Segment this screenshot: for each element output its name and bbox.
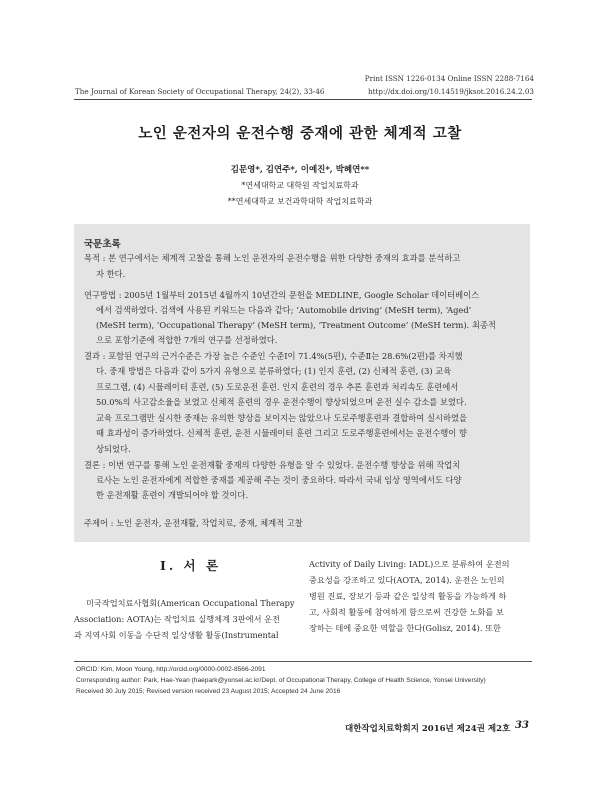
footnote-received: Received 30 July 2015; Revised version received 23 August 2015; Accepted 24 June 2016: [76, 688, 341, 695]
abstract-line: 료사는 노인 운전자에게 적합한 중재를 제공해 주는 것이 중요하다. 따라서 국내 임상 영역에서도 다양: [96, 475, 462, 485]
abstract-line: 한 운전재활 훈련이 개발되어야 할 것이다.: [96, 490, 249, 500]
body-line: 중요성을 강조하고 있다(AOTA, 2014). 운전은 노인의: [309, 575, 505, 585]
abstract-line: (MeSH term), ‘Occupational Therapy’ (MeSH term), ‘Treatment Outcome’ (MeSH term). 최종적: [96, 320, 496, 330]
abstract-line: 50.0%의 사고감소율을 보였고 신체적 훈련의 경우 운전수행이 향상되었으며 운전 실수 감소를 보였다.: [96, 397, 467, 407]
body-line: 미국작업치료사협회(American Occupational Therapy: [86, 598, 295, 608]
journal-citation: The Journal of Korean Society of Occupational Therapy, 24(2), 33-46: [75, 87, 325, 96]
issn-line: Print ISSN 1226-0134 Online ISSN 2288-7164: [364, 74, 534, 83]
abstract-line: 결과 : 포함된 연구의 근거수준은 가장 높은 수준인 수준Ⅰ이 71.4%(5편), 수준Ⅱ는 28.6%(2편)를 차지했: [84, 351, 463, 361]
header-rule: [74, 99, 532, 100]
abstract-line: 교육 프로그램만 실시한 중재는 유의한 향상을 보이지는 않았으나 도로주행훈련과 결합하여 실시하였을: [96, 413, 468, 423]
abstract-line: 연구방법 : 2005년 1월부터 2015년 4월까지 10년간의 문헌을 MEDLINE, Google Scholar 데이터베이스: [84, 290, 480, 300]
affiliation-2: **연세대학교 보건과학대학 작업치료학과: [227, 197, 373, 206]
abstract-line: 상되었다.: [96, 444, 131, 454]
section-heading-introduction: Ⅰ. 서 론: [160, 558, 222, 573]
abstract-line: 으로 포함기준에 적합한 7개의 연구를 선정하였다.: [96, 335, 278, 345]
abstract-line: 자 한다.: [96, 269, 126, 279]
body-line: 과 지역사회 이동을 수단적 일상생활 활동(Instrumental: [74, 630, 279, 640]
abstract-heading: 국문초록: [84, 239, 121, 250]
footnote-orcid: ORCID: Kim, Moon Young, http://orcid.org/0000-0002-8566-2091: [76, 666, 266, 673]
article-title: 노인 운전자의 운전수행 중재에 관한 체계적 고찰: [138, 125, 462, 142]
abstract-line: 목적 : 본 연구에서는 체계적 고찰을 통해 노인 운전자의 운전수행을 위한 다양한 중재의 효과를 분석하고: [84, 253, 461, 263]
authors: 김문영*, 김연주*, 이예진*, 박혜연**: [230, 165, 370, 175]
body-line: Activity of Daily Living: IADL)으로 분류하여 운전의: [309, 559, 510, 569]
abstract-line: 프로그램, (4) 시뮬레이터 훈련, (5) 도로운전 훈련. 인지 훈련의 경우 추론 훈련과 처리속도 훈련에서: [96, 382, 459, 392]
abstract-line: 에서 검색하였다. 검색에 사용된 키워드는 다음과 같다; ‘Automobile driving’ (MeSH term), ‘Aged’: [96, 305, 472, 315]
doi-link[interactable]: http://dx.doi.org/10.14519/jksot.2016.24.2.03: [367, 87, 534, 96]
abstract-line: 결론 : 이번 연구를 통해 노인 운전재활 중재의 다양한 유형을 알 수 있었다. 운전수행 향상을 위해 작업치: [84, 460, 461, 470]
body-line: 고, 사회적 활동에 참여하게 함으로써 건강한 노화를 보: [309, 607, 504, 617]
abstract-line: 때 효과성이 증가하였다. 신체적 훈련, 운전 시뮬레이터 훈련 그리고 도로주행훈련에서는 운전수행이 향: [96, 428, 467, 438]
footnote-corresponding: Corresponding author: Park, Hae-Yean (haepark@yonsei.ac.kr/Dept. of Occupational Therapy, College of Health Science, Yonsei University): [76, 677, 486, 684]
footnote-rule: [74, 661, 532, 662]
keywords: 주제어 : 노인 운전자, 운전재활, 작업치료, 중재, 체계적 고찰: [84, 518, 303, 528]
abstract-line: 다. 중재 방법은 다음과 같이 5가지 유형으로 분류하였다; (1) 인지 훈련, (2) 신체적 훈련, (3) 교육: [96, 366, 452, 376]
body-line: Association: AOTA)는 작업치료 실행체계 3판에서 운전: [74, 614, 280, 624]
affiliation-1: *연세대학교 대학원 작업치료학과: [241, 181, 359, 190]
body-line: 병원 진료, 장보기 등과 같은 일상적 활동을 가능하게 하: [309, 591, 507, 601]
body-line: 장하는 데에 중요한 역할을 한다(Golisz, 2014). 또한: [309, 623, 501, 633]
page-number: 33: [515, 720, 529, 731]
footer-journal-issue: 대한작업치료학회지 2016년 제24권 제2호: [345, 724, 511, 734]
